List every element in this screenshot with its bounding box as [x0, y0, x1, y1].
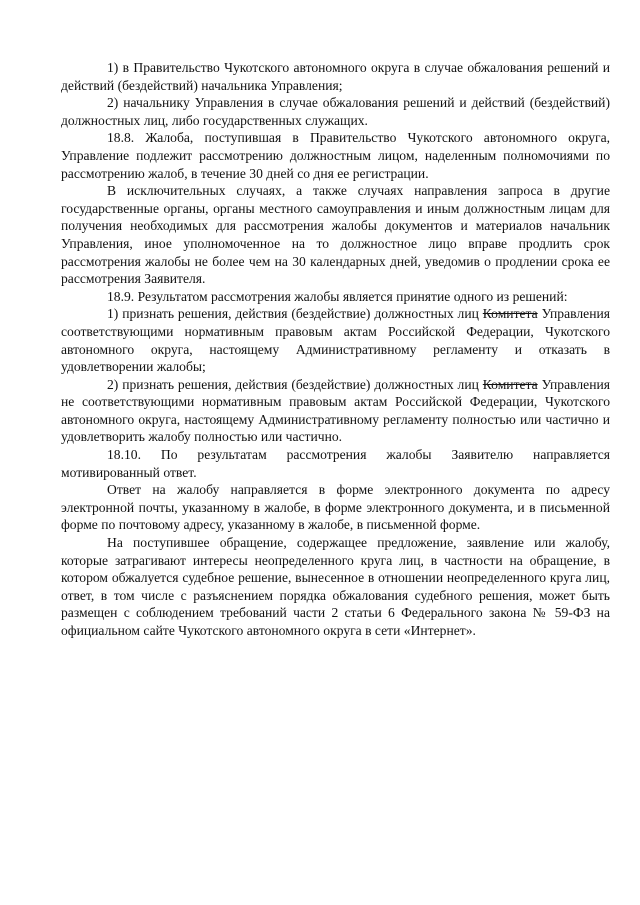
struck-word: Комитета	[482, 376, 538, 392]
decision-satisfy-text-start: 2) признать решения, действия (бездействие) должностных лиц	[107, 376, 483, 392]
paragraph-18-9: 18.9. Результатом рассмотрения жалобы является принятие одного из решений:	[107, 288, 568, 304]
paragraph-appeal-head: 2) начальнику Управления в случае обжалования решений и действий (бездействий) должностных лиц, либо государственных служащих.	[61, 95, 610, 128]
paragraph-exceptional-cases: В исключительных случаях, а также случаях направления запроса в другие государственные органы, органы местного самоуправления и иным должностным лицам для получения необходимых для рассмотрения жалобы документов и материалов начальник Управления, иное уполномоченное на то должностное лицо вправе продлить срок рассмотрения жалобы не более чем на 30 календарных дней, уведомив о продлении срока ее рассмотрения Заявителя.	[61, 183, 610, 287]
paragraph-18-10: 18.10. По результатам рассмотрения жалобы Заявителю направляется мотивированный ответ.	[61, 447, 610, 480]
paragraph-public-interest: На поступившее обращение, содержащее предложение, заявление или жалобу, которые затрагивают интересы неопределенного круга лиц, в частности на обращение, в котором обжалуется судебное решение, вынесенное в отношении неопределенного круга лиц, ответ, в том числе с разъяснением порядка обжалования судебного решения, может быть размещен с соблюдением требований части 2 статьи 6 Федерального закона № 59-ФЗ на официальном сайте Чукотского автономного округа в сети «Интернет».	[61, 535, 610, 638]
decision-reject-text-start: 1) признать решения, действия (бездействие) должностных лиц	[107, 306, 483, 322]
paragraph-decision-satisfy	[61, 376, 610, 446]
paragraph-response-form: Ответ на жалобу направляется в форме электронного документа по адресу электронной почты, указанному в жалобе, в форме электронного документа, и в письменной форме по почтовому адресу, указанному в жалобе, в письменной форме.	[61, 482, 610, 533]
struck-word: Комитета	[482, 306, 538, 322]
decision-reject-text-end: Управления соответствующими нормативным правовым актам Российской Федерации, Чукотского автономного округа, настоящему Административному регламенту и отказать в удовлетворении жалобы;	[61, 306, 610, 375]
paragraph-18-8: 18.8. Жалоба, поступившая в Правительство Чукотского автономного округа, Управление подлежит рассмотрению должностным лицом, наделенным полномочиями по рассмотрению жалоб, в течение 30 дней со дня ее регистрации.	[61, 130, 610, 181]
paragraph-decision-reject	[61, 305, 610, 375]
decision-satisfy-text-end: Управления не соответствующими нормативным правовым актам Российской Федерации, Чукотского автономного округа, настоящему Административному регламенту полностью или частично и удовлетворить жалобу полностью или частично.	[61, 376, 610, 445]
paragraph-appeal-government: 1) в Правительство Чукотского автономного округа в случае обжалования решений и действий (бездействий) начальника Управления;	[61, 60, 610, 93]
